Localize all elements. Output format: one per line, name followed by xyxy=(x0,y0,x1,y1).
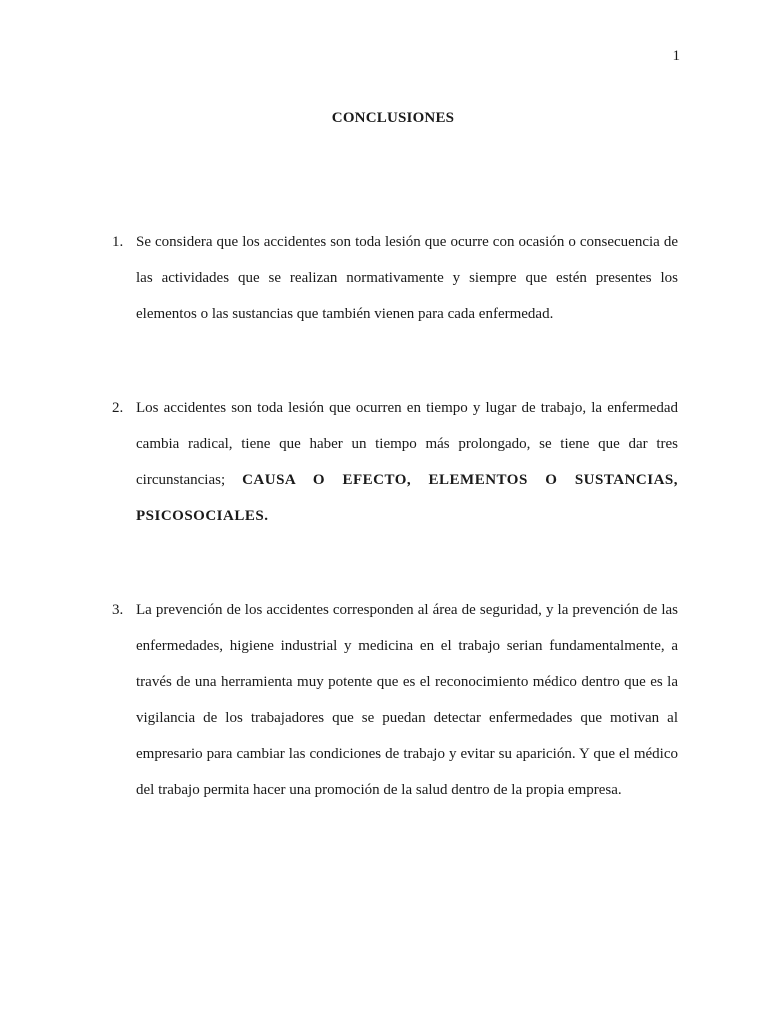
list-item-body xyxy=(136,390,678,534)
list-item-number: 3. xyxy=(112,602,124,618)
page-title: CONCLUSIONES xyxy=(331,110,455,126)
list-item-text: Se considera que los accidentes son toda lesión que ocurre con ocasión o consecuencia de las actividades que se realizan normativamente y siempre que estén presentes los elementos o las sustancias que también vienen para cada enfermedad. xyxy=(136,234,678,322)
list-item-text: Los accidentes son toda lesión que ocurren en tiempo y lugar de trabajo, la enfermedad cambia radical, tiene que haber un tiempo más prolongado, se tiene que dar tres circunstancias; xyxy=(136,400,678,488)
list-item-number: 2. xyxy=(112,400,124,416)
list-item xyxy=(112,592,678,808)
list-item xyxy=(112,224,678,332)
list-item-emphasis: CAUSA O EFECTO, ELEMENTOS O SUSTANCIAS, PSICOSOCIALES. xyxy=(136,472,678,524)
list-item-number: 1. xyxy=(112,234,124,250)
list-item-text: La prevención de los accidentes corresponden al área de seguridad, y la prevención de las enfermedades, higiene industrial y medicina en el trabajo serian fundamentalmente, a través de una herramienta muy potente que es el reconocimiento médico dentro que es la vigilancia de los trabajadores que se puedan detectar enfermedades que motivan al empresario para cambiar las condiciones de trabajo y evitar su aparición. Y que el médico del trabajo permita hacer una promoción de la salud dentro de la propia empresa. xyxy=(136,602,678,798)
list-item xyxy=(112,390,678,534)
page-number: 1 xyxy=(672,48,680,64)
